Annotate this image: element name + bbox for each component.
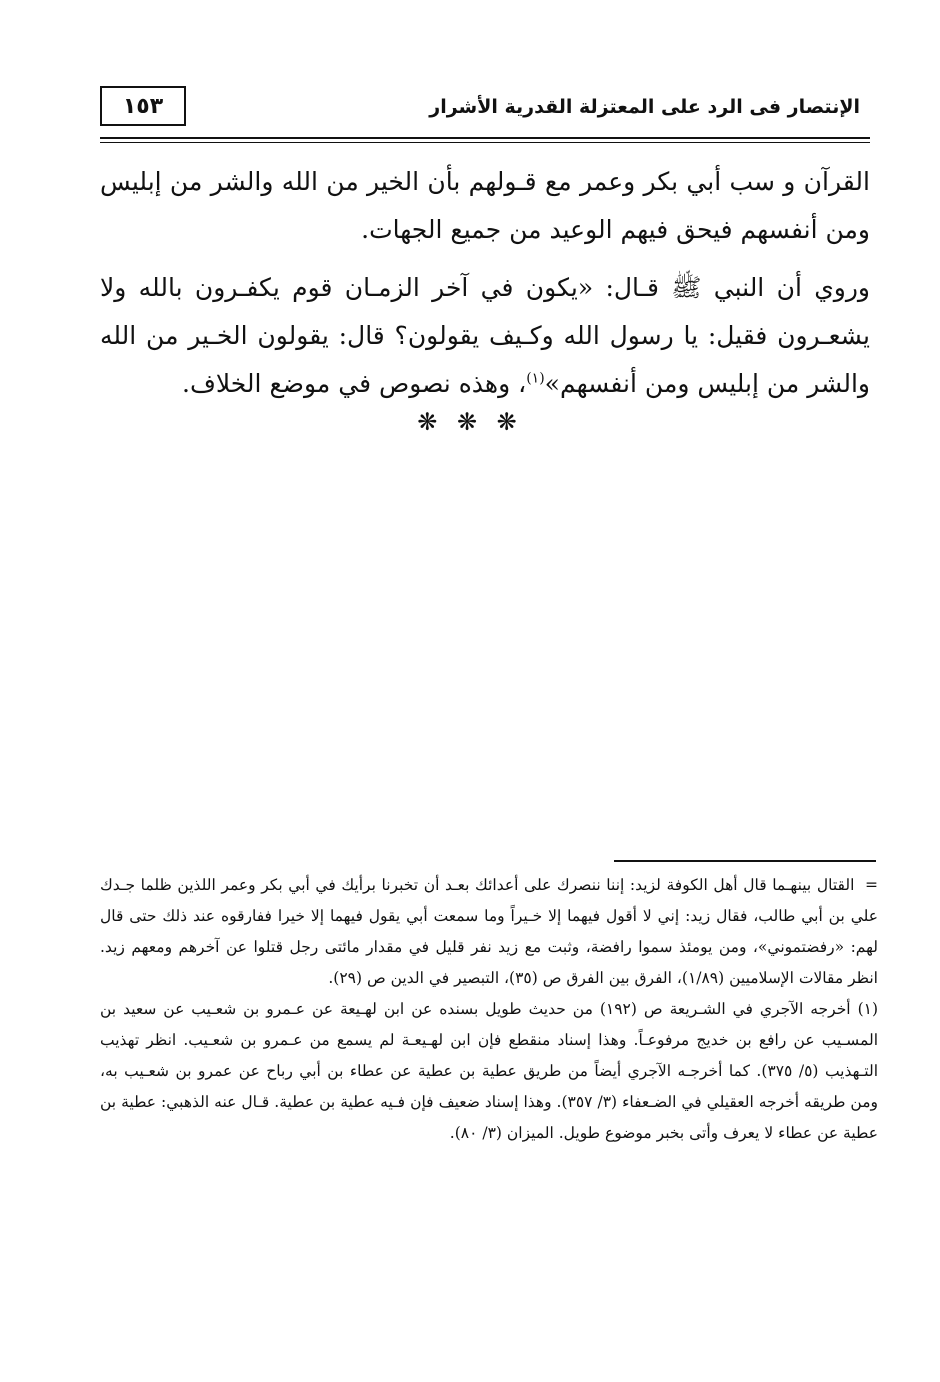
footnote-reference: (١) bbox=[526, 370, 545, 387]
footnote-continuation-marker: = bbox=[865, 876, 878, 894]
body-paragraph-hadith bbox=[100, 264, 870, 408]
footnote-continuation-text: القتال بينهـما قال أهل الكوفة لزيد: إننا ننصرك على أعدائك بعـد أن تخبرنا برأيك في أبي بكر وعمر اللذين ظلما جـدك علي بن أبي طالب، فقال زيد: إني لا أقول فيهما إلا خـيراً وما سمعت أبي يقول فيهما إلا خيرا ففارقوه عند ذلك حتى قال لهم: «رفضتموني»، ومن يومئذ سموا رافضة، وثبت مع زيد نفر قليل في مقدار مائتى رجل قتلوا عن آخرهم ومعهم زيد. انظر مقالات الإسلاميين (١/٨٩)، الفرق بين الفرق ص (٣٥)، التبصير في الدين ص (٢٩). bbox=[100, 876, 878, 987]
footnote-1-marker: (١) bbox=[857, 1000, 879, 1018]
footnote-rule bbox=[614, 860, 876, 862]
header-rule bbox=[100, 137, 870, 139]
footnote-continuation bbox=[100, 870, 878, 994]
footnote-1-text: أخرجه الآجري في الشـريعة ص (١٩٢) من حديث طويل بسنده عن ابن لهـيعة عن عـمرو بن شعـيب عن سعيد بن المسـيب عن رافع بن خديج مرفوعـاً. وهذا إسناد منقطع فإن ابن لهـيعـة لم يسمع من عـمرو بن شعـيب. انظر تهذيب التـهذيب (٥/ ٣٧٥). كما أخرجـه الآجري أيضاً من طريق عطية بن عطية عن عطاء بن أبي رباح عن عمرو بن شعـيب به، ومن طريقه أخرجه العقيلي في الضـعفاء (٣/ ٣٥٧). وهذا إسناد ضعيف فإن فـيه عطية بن عطية. قـال عنه الذهبي: عطية بن عطية عن عطاء لا يعرف وأتى بخبر موضوع طويل. الميزان (٣/ ٨٠). bbox=[100, 1000, 878, 1142]
footnote-1 bbox=[100, 994, 878, 1149]
running-header-title: الإنتصار فى الرد على المعتزلة القدرية الأشرار bbox=[429, 96, 860, 118]
section-separator: ❋ ❋ ❋ bbox=[417, 408, 523, 436]
main-body-text bbox=[100, 158, 870, 408]
footnotes-section bbox=[100, 870, 878, 1149]
hadith-text: وروي أن النبي ﷺ قـال: «يكون في آخر الزمـان قوم يكفـرون بالله ولا يشعـرون فقيل: يا رسول الله وكـيف يقولون؟ قال: يقولون الخـير من الله والشر من إبليس ومن أنفسهم» bbox=[100, 273, 870, 398]
body-paragraph: القرآن و سب أبي بكر وعمر مع قـولهم بأن الخير من الله والشر من إبليس ومن أنفسهم فيحق فيهم الوعيد من جميع الجهات. bbox=[100, 167, 870, 244]
hadith-conclusion: ، وهذه نصوص في موضع الخلاف. bbox=[182, 369, 527, 398]
header-rule-thin bbox=[100, 142, 870, 143]
page-number: ١٥٣ bbox=[100, 86, 186, 126]
